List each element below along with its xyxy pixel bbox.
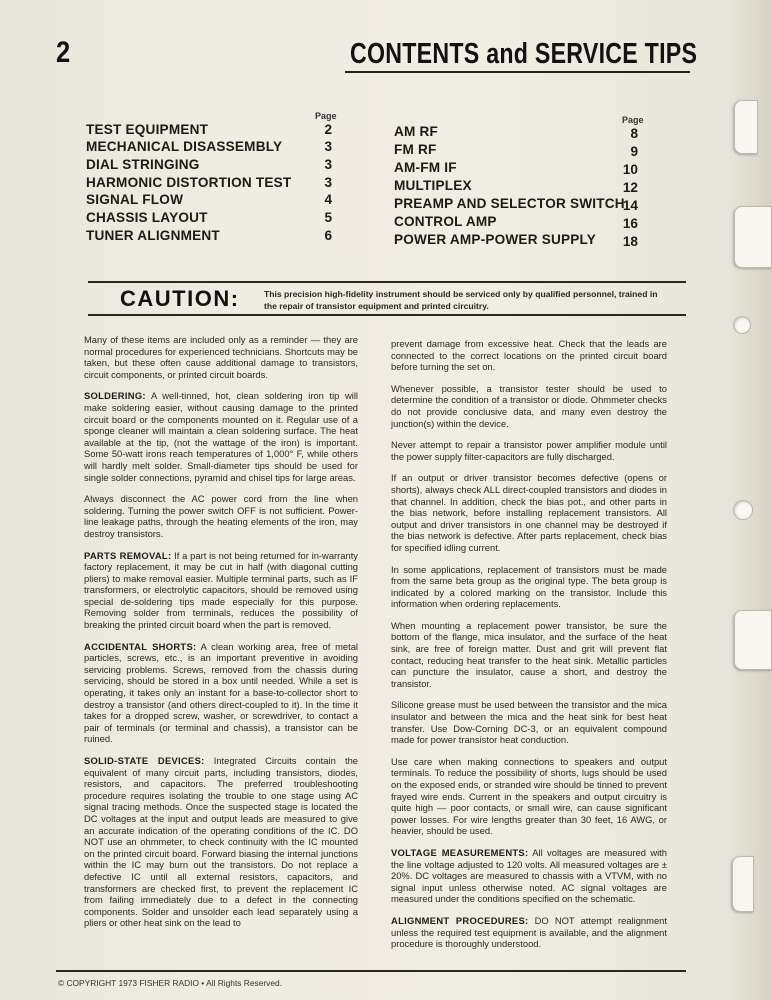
index-tab <box>734 610 772 670</box>
toc-page-number: 2 <box>324 122 332 137</box>
toc-page-number: 5 <box>324 210 332 225</box>
section-heading: SOLID-STATE DEVICES: <box>84 755 205 766</box>
toc-entry-tuner-alignment: TUNER ALIGNMENT <box>86 228 220 243</box>
paragraph-heat-damage: prevent damage from excessive heat. Check that the leads are connected to the correct locations on the printed circuit board before turning the set on. <box>391 338 667 373</box>
caution-heading: CAUTION: <box>120 286 240 311</box>
toc-page-number: 3 <box>324 157 332 172</box>
toc-entry-am-rf: AM RF <box>394 124 439 139</box>
toc-page-number: 16 <box>622 216 638 231</box>
binder-hole <box>733 500 753 520</box>
toc-page-number: 3 <box>324 175 332 190</box>
paragraph-output-driver: If an output or driver transistor becomes defective (opens or shorts), always check ALL direct-coupled transistors and diodes in that channel. In addition, check the bias pot., and other parts in the bias network, before installing replacement transistors. All output and driver transistors in one channel may be destroyed if the bias network is defective. After parts replacement, check bias for specified idling current. <box>391 472 667 553</box>
toc-page-number: 6 <box>324 228 332 243</box>
toc-page-number: 14 <box>622 198 638 213</box>
right-column <box>391 338 667 960</box>
toc-page-number: 8 <box>630 126 638 141</box>
toc-entry-multiplex: MULTIPLEX <box>394 178 472 193</box>
toc-page-number: 9 <box>630 144 638 159</box>
index-tab <box>734 100 758 154</box>
paragraph-transistor-tester: Whenever possible, a transistor tester should be used to determine the condition of a transistor or diode. Ohmmeter checks do not provide conclusive data, and many even destroy the junction(s) within the device. <box>391 382 667 429</box>
paragraph-accidental-shorts: ACCIDENTAL SHORTS: A clean working area, free of metal particles, screws, etc., is an important preventive in avoiding servicing problems. Screws, removed from the chassis during servicing, should be stored in a box until needed. While a set is operating, it takes only an instant for a base-to-collector short to destroy a transistor (and others direct-coupled to it). In the time it takes for a dropped screw, washer, or screwdriver, to contact a pair of terminals (or terminal and chassis), a transistor can be ruined. <box>84 640 358 745</box>
toc-page-number: 18 <box>622 234 638 249</box>
paragraph-solid-state-devices: SOLID-STATE DEVICES: Integrated Circuits contain the equivalent of many circuit parts, including transistors, diodes, resistors, and capacitors. The preferred troubleshooting procedure requires isolating the trouble to one stage using AC signal tracing methods. Once the suspected stage is located the DC voltages at the input and output leads are measured to give an accurate indication of the operating conditions of the IC. DO NOT use an ohmmeter, to check continuity with the IC mounted on the printed circuit board. Forward biasing the internal junctions within the IC may burn out the transistors. Do not replace a defective IC until all external resistors, capacitors, and transformers are checked first, to prevent the replacement IC from failing immediately due to a defect in the connecting components. Solder and unsolder each lead separately using a pliers or other heat sink on the lead to <box>84 755 358 929</box>
paragraph-voltage-measurements: VOLTAGE MEASUREMENTS: All voltages are measured with the line voltage adjusted to 120 volts. All measured voltages are ± 20%. DC voltages are measured to chassis with a VTVM, with no signal input unless otherwise noted. AC signal voltages are measured under the conditions specified on the schematic. <box>391 846 667 905</box>
paragraph-speaker-connections: Use care when making connections to speakers and output terminals. To reduce the possibility of shorts, lugs should be used on the exposed ends, or stranded wire should be tinned to prevent frayed wire ends. Current in the speakers and output circuitry is quite high — poor contacts, or small wire, can cause significant power losses. For wire lengths greater than 30 feet, 16 AWG, or heavier, should be used. <box>391 755 667 837</box>
paragraph-soldering: SOLDERING: A well-tinned, hot, clean soldering iron tip will make soldering easier, without causing damage to the printed circuit board or the components mounted on it. Regular use of a sponge cleaner will maintain a clean soldering surface. The heat available at the tip, (not the wattage of the iron) is important. Some 50-watt irons reach temperatures of 1,000° F, while others will hardly melt solder. Small-diameter tips should be used for single solder connections, pyramid and chisel tips for large areas. <box>84 390 358 483</box>
toc-entry-signal-flow: SIGNAL FLOW <box>86 192 184 207</box>
caution-rule-bottom <box>88 314 686 316</box>
toc-entry-harmonic-distortion-test: HARMONIC DISTORTION TEST <box>86 175 292 190</box>
toc-entry-power-amp-power-supply: POWER AMP-POWER SUPPLY <box>394 232 597 247</box>
paragraph-silicone-grease: Silicone grease must be used between the transistor and the mica insulator and between the mica and the heat sink for best heat transfer. Use Dow-Corning DC-3, or an equivalent compound made for power transistor heat conduction. <box>391 699 667 746</box>
section-heading: ALIGNMENT PROCEDURES: <box>391 914 529 926</box>
toc-entry-fm-rf: FM RF <box>394 142 437 157</box>
footer-rule <box>56 970 686 972</box>
paragraph-parts-removal: PARTS REMOVAL: If a part is not being returned for in-warranty factory replacement, it may be cut in half (with diagonal cutting pliers) to make removal easier. Multiple terminal parts, such as IF transformers, or electrolytic capacitors, should be removed using special de-soldering tips made especially for this purpose. Removing solder from terminals, reduces the possibility of breaking the printed circuit board when the part is removed. <box>84 549 358 631</box>
toc-entry-mechanical-disassembly: MECHANICAL DISASSEMBLY <box>86 139 283 154</box>
paragraph-disconnect-power: Always disconnect the AC power cord from the line when soldering. Turning the power switch OFF is not sufficient. Power-line leakage paths, through the heating elements of the iron, may destroy transistors. <box>84 493 358 539</box>
toc-entry-test-equipment: TEST EQUIPMENT <box>86 122 209 137</box>
section-heading: PARTS REMOVAL: <box>84 549 172 561</box>
header-rule <box>345 71 690 73</box>
toc-page-header-left: Page <box>315 111 337 121</box>
paragraph-intro: Many of these items are included only as a reminder — they are normal procedures for experienced technicians. Shortcuts may be taken, but these often cause additional damage to transistors, circuit components, or printed circuit boards. <box>84 334 358 380</box>
copyright-notice: © COPYRIGHT 1973 FISHER RADIO • All Rights Reserved. <box>58 978 282 988</box>
toc-entry-preamp-selector-switch: PREAMP AND SELECTOR SWITCH <box>394 196 625 211</box>
section-heading: ACCIDENTAL SHORTS: <box>84 640 197 652</box>
section-heading: VOLTAGE MEASUREMENTS: <box>391 846 529 858</box>
caution-rule-top <box>88 281 686 283</box>
paragraph-mounting-power-transistor: When mounting a replacement power transistor, be sure the bottom of the flange, mica insulator, and the surface of the heat sink, are free of foreign matter. Dust and grit will prevent flat contact, reducing heat transfer to the heat sink. Metallic particles can puncture the insulator, cause a short, and destroy the transistor. <box>391 619 667 689</box>
toc-entry-dial-stringing: DIAL STRINGING <box>86 157 200 172</box>
toc-page-number: 10 <box>622 162 638 177</box>
toc-entry-chassis-layout: CHASSIS LAYOUT <box>86 210 208 225</box>
toc-page-number: 4 <box>324 192 332 207</box>
left-column <box>84 334 358 939</box>
toc-page-header-right: Page <box>622 115 644 125</box>
binder-hole <box>733 316 751 334</box>
page-title: CONTENTS and SERVICE TIPS <box>350 38 698 70</box>
index-tab <box>734 206 772 268</box>
paragraph-alignment-procedures: ALIGNMENT PROCEDURES: DO NOT attempt realignment unless the required test equipment is available, and the alignment procedure is thoroughly understood. <box>391 914 667 950</box>
caution-text: This precision high-fidelity instrument should be serviced only by qualified personnel, trained in the repair of transistor equipment and printed circuitry. <box>264 289 658 311</box>
toc-page-number: 3 <box>324 139 332 154</box>
section-heading: SOLDERING: <box>84 390 146 402</box>
index-tab <box>732 856 754 912</box>
toc-entry-am-fm-if: AM-FM IF <box>394 160 457 175</box>
toc-entry-control-amp: CONTROL AMP <box>394 214 497 229</box>
paragraph-beta-group: In some applications, replacement of transistors must be made from the same beta group as the original type. The beta group is indicated by a colored marking on the transistor. Include this information when ordering replacements. <box>391 563 667 610</box>
page-number: 2 <box>56 36 71 69</box>
toc-page-number: 12 <box>622 180 638 195</box>
paragraph-power-amp-module: Never attempt to repair a transistor power amplifier module until the power supply filter-capacitors are fully discharged. <box>391 439 667 462</box>
